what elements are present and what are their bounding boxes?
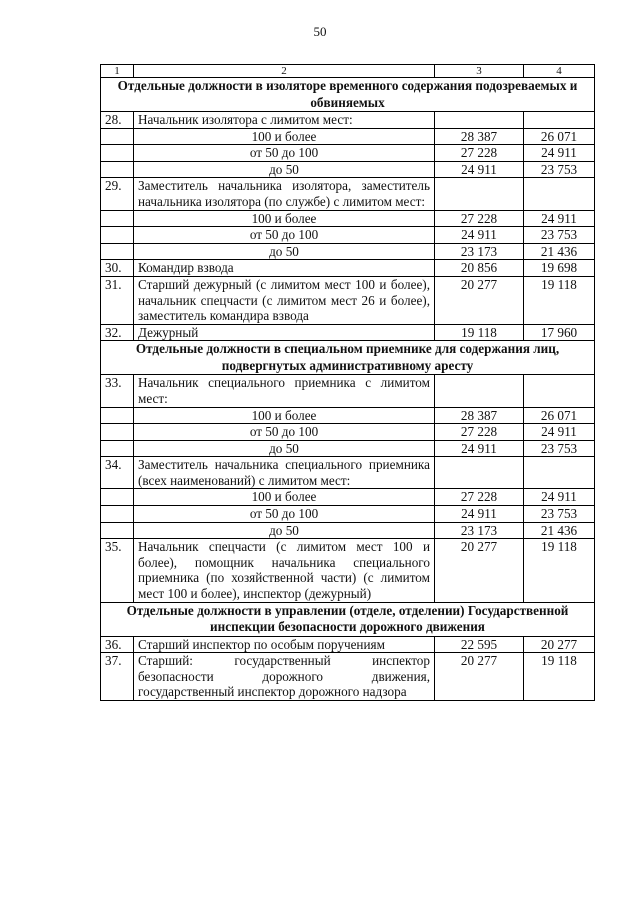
sub-row: [101, 440, 595, 457]
salary-value-col4: [524, 112, 595, 129]
salary-value-col4: 19 118: [524, 653, 595, 701]
table-row: [101, 260, 595, 277]
salary-value-col3: [435, 457, 524, 489]
row-number: 29.: [101, 178, 134, 210]
table-row: [101, 375, 595, 407]
salary-value-col3: 27 228: [435, 145, 524, 162]
sub-row: [101, 145, 595, 162]
salary-value-col4: 24 911: [524, 424, 595, 441]
salary-value-col4: 23 753: [524, 506, 595, 523]
row-number: [101, 243, 134, 260]
sub-row: [101, 424, 595, 441]
sub-row: [101, 227, 595, 244]
position-title: от 50 до 100: [134, 227, 435, 244]
position-title: до 50: [134, 440, 435, 457]
position-title: от 50 до 100: [134, 424, 435, 441]
row-number: [101, 227, 134, 244]
position-title: Старший инспектор по особым поручениям: [134, 636, 435, 653]
salary-value-col3: 24 911: [435, 440, 524, 457]
position-title: Начальник спецчасти (с лимитом мест 100 и более), помощник начальника специального приемника (по хозяйственной части) (с лимитом мест 100 и более), инспектор (дежурный): [134, 539, 435, 602]
position-title: 100 и более: [134, 128, 435, 145]
position-title: от 50 до 100: [134, 145, 435, 162]
row-number: 30.: [101, 260, 134, 277]
salary-value-col4: 17 960: [524, 324, 595, 341]
salary-value-col4: 19 118: [524, 539, 595, 602]
salary-value-col3: 23 173: [435, 522, 524, 539]
salary-value-col3: [435, 375, 524, 407]
salary-value-col4: 24 911: [524, 210, 595, 227]
header-row: [101, 65, 595, 78]
column-header: 3: [435, 65, 524, 78]
table-row: [101, 178, 595, 210]
section-title: Отдельные должности в изоляторе временного содержания подозреваемых и обвиняемых: [101, 78, 595, 112]
sub-row: [101, 210, 595, 227]
table-row: [101, 112, 595, 129]
salary-value-col3: 20 277: [435, 539, 524, 602]
row-number: 34.: [101, 457, 134, 489]
row-number: 31.: [101, 276, 134, 324]
salary-value-col3: 24 911: [435, 227, 524, 244]
sub-row: [101, 506, 595, 523]
table-row: [101, 276, 595, 324]
row-number: [101, 128, 134, 145]
salary-value-col4: 20 277: [524, 636, 595, 653]
table-row: [101, 457, 595, 489]
position-title: Начальник изолятора с лимитом мест:: [134, 112, 435, 129]
row-number: [101, 210, 134, 227]
section-header-row: [101, 602, 595, 636]
sub-row: [101, 128, 595, 145]
salary-value-col4: 23 753: [524, 440, 595, 457]
sub-row: [101, 161, 595, 178]
salary-value-col3: 23 173: [435, 243, 524, 260]
salary-value-col3: 20 856: [435, 260, 524, 277]
salary-value-col4: 19 698: [524, 260, 595, 277]
row-number: [101, 145, 134, 162]
row-number: [101, 424, 134, 441]
salary-value-col3: 19 118: [435, 324, 524, 341]
section-title: Отдельные должности в специальном приемнике для содержания лиц, подвергнутых административному аресту: [101, 341, 595, 375]
page-number: 50: [313, 24, 327, 39]
position-title: 100 и более: [134, 407, 435, 424]
row-number: 32.: [101, 324, 134, 341]
row-number: [101, 407, 134, 424]
salary-value-col3: [435, 112, 524, 129]
salary-value-col3: 27 228: [435, 210, 524, 227]
salary-value-col4: 23 753: [524, 227, 595, 244]
position-title: 100 и более: [134, 210, 435, 227]
position-title: до 50: [134, 161, 435, 178]
salary-value-col4: [524, 375, 595, 407]
position-title: Заместитель начальника специального приемника (всех наименований) с лимитом мест:: [134, 457, 435, 489]
salary-value-col4: 19 118: [524, 276, 595, 324]
salary-value-col3: 24 911: [435, 506, 524, 523]
position-title: Старший: государственный инспектор безопасности дорожного движения, государственный инспектор дорожного надзора: [134, 653, 435, 701]
salary-value-col3: 20 277: [435, 653, 524, 701]
position-title: до 50: [134, 522, 435, 539]
salary-value-col3: 22 595: [435, 636, 524, 653]
row-number: [101, 489, 134, 506]
sub-row: [101, 489, 595, 506]
row-number: 36.: [101, 636, 134, 653]
column-header: 4: [524, 65, 595, 78]
position-title: Командир взвода: [134, 260, 435, 277]
position-title: Старший дежурный (с лимитом мест 100 и более), начальник спецчасти (с лимитом мест 26 и более), заместитель командира взвода: [134, 276, 435, 324]
position-title: Начальник специального приемника с лимитом мест:: [134, 375, 435, 407]
row-number: 35.: [101, 539, 134, 602]
salary-value-col4: [524, 178, 595, 210]
position-title: Заместитель начальника изолятора, заместитель начальника изолятора (по службе) с лимитом мест:: [134, 178, 435, 210]
column-header: 1: [101, 65, 134, 78]
sub-row: [101, 243, 595, 260]
position-title: 100 и более: [134, 489, 435, 506]
table-row: [101, 636, 595, 653]
row-number: [101, 506, 134, 523]
salary-value-col4: 21 436: [524, 522, 595, 539]
row-number: [101, 440, 134, 457]
table-row: [101, 539, 595, 602]
salary-value-col4: 26 071: [524, 128, 595, 145]
salary-value-col4: 24 911: [524, 145, 595, 162]
salary-value-col3: 20 277: [435, 276, 524, 324]
section-header-row: [101, 78, 595, 112]
column-header: 2: [134, 65, 435, 78]
salary-table: [100, 64, 595, 701]
salary-value-col3: 28 387: [435, 407, 524, 424]
salary-value-col3: 28 387: [435, 128, 524, 145]
sub-row: [101, 522, 595, 539]
table-row: [101, 324, 595, 341]
salary-value-col4: 21 436: [524, 243, 595, 260]
row-number: 37.: [101, 653, 134, 701]
salary-value-col3: [435, 178, 524, 210]
salary-value-col3: 27 228: [435, 424, 524, 441]
position-title: Дежурный: [134, 324, 435, 341]
salary-value-col4: 24 911: [524, 489, 595, 506]
salary-value-col3: 27 228: [435, 489, 524, 506]
row-number: 33.: [101, 375, 134, 407]
salary-value-col4: [524, 457, 595, 489]
row-number: [101, 522, 134, 539]
position-title: до 50: [134, 243, 435, 260]
salary-table-body: [101, 65, 595, 701]
salary-value-col4: 23 753: [524, 161, 595, 178]
row-number: [101, 161, 134, 178]
section-header-row: [101, 341, 595, 375]
table-row: [101, 653, 595, 701]
sub-row: [101, 407, 595, 424]
salary-value-col3: 24 911: [435, 161, 524, 178]
row-number: 28.: [101, 112, 134, 129]
position-title: от 50 до 100: [134, 506, 435, 523]
salary-value-col4: 26 071: [524, 407, 595, 424]
section-title: Отдельные должности в управлении (отделе, отделении) Государственной инспекции безопасности дорожного движения: [101, 602, 595, 636]
